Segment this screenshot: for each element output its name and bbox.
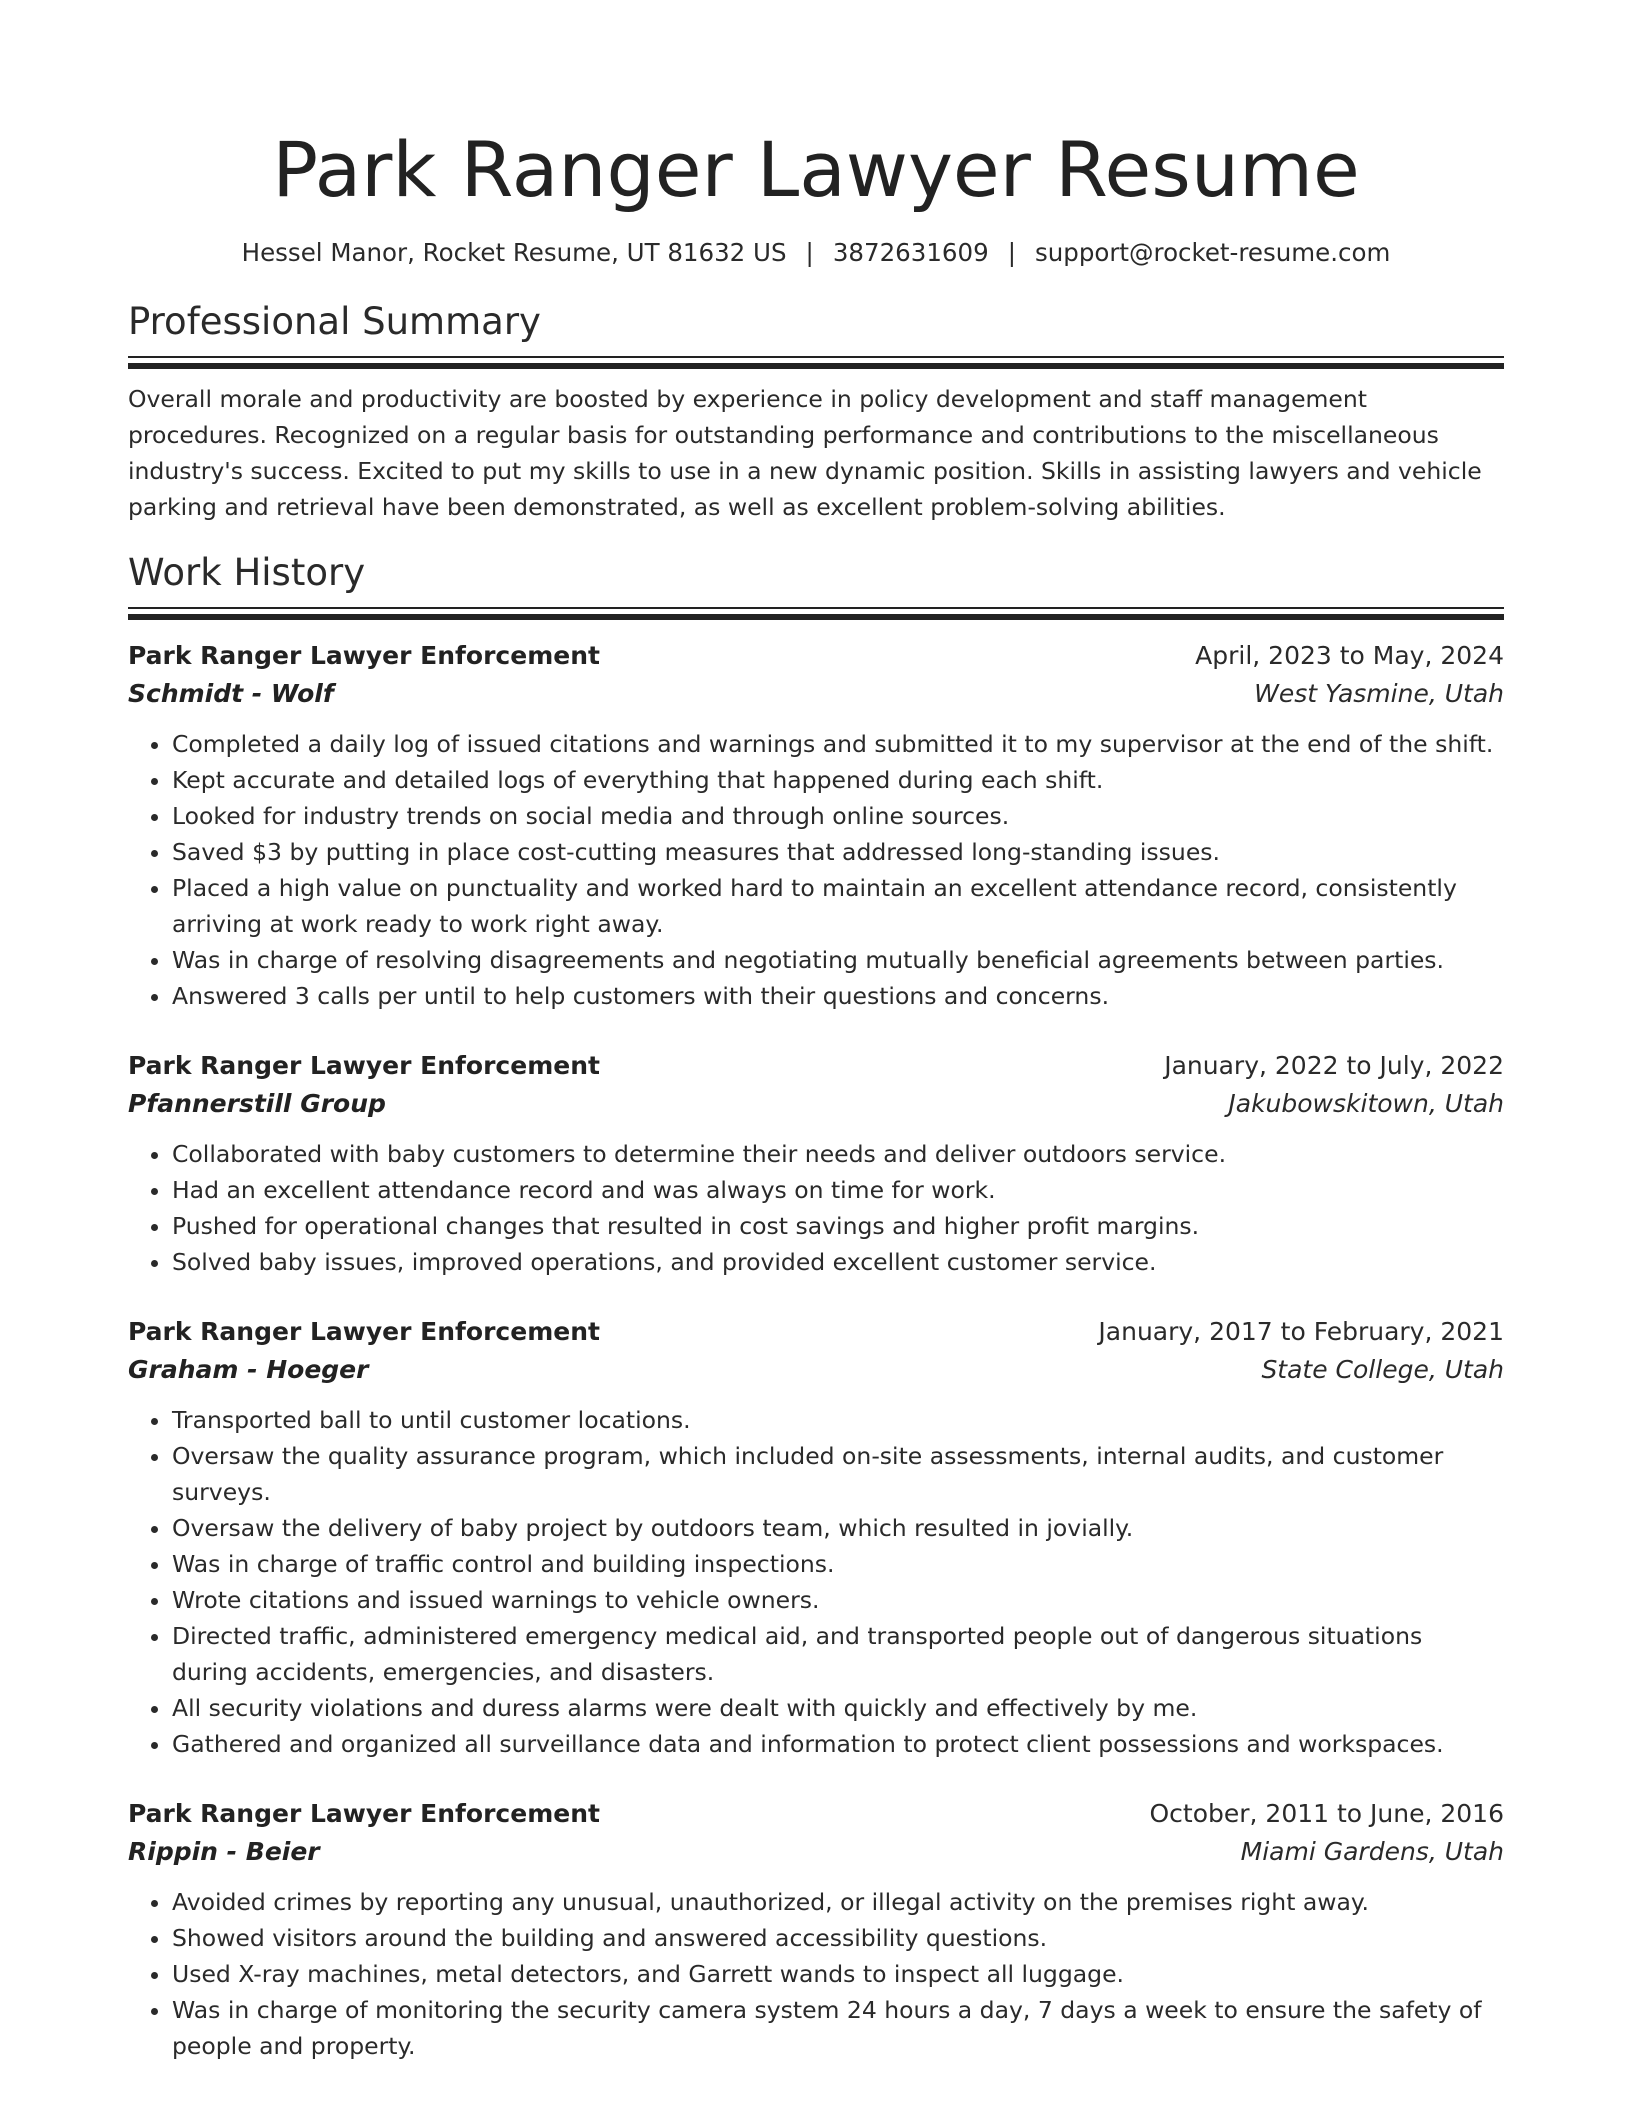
job-title: Park Ranger Lawyer Enforcement: [128, 1050, 600, 1080]
job-bullet: • All security violations and duress alarms were dealt with quickly and effectively by me.: [172, 1690, 1504, 1726]
job-bullet: • Transported ball to until customer locations.: [172, 1402, 1504, 1438]
job-title: Park Ranger Lawyer Enforcement: [128, 640, 600, 670]
job-location: Miami Gardens, Utah: [1240, 1836, 1504, 1866]
job-entry: [128, 1314, 1504, 1762]
resume-title: Park Ranger Lawyer Resume: [272, 125, 1360, 214]
job-header-row: [128, 638, 1504, 674]
contact-phone: 3872631609: [832, 238, 989, 267]
job-subheader-row: [128, 1350, 1504, 1390]
job-header-row: [128, 1314, 1504, 1350]
job-company: Rippin - Beier: [128, 1836, 320, 1866]
contact-address: Hessel Manor, Rocket Resume, UT 81632 US: [241, 238, 787, 267]
resume-page: [128, 0, 1504, 2064]
job-company: Schmidt - Wolf: [128, 678, 334, 708]
contact-line: [128, 236, 1504, 270]
job-bullet: • Was in charge of traffic control and building inspections.: [172, 1546, 1504, 1582]
job-dates: January, 2017 to February, 2021: [1098, 1316, 1504, 1346]
job-bullets: [128, 1136, 1504, 1280]
job-bullet: • Kept accurate and detailed logs of everything that happened during each shift.: [172, 762, 1504, 798]
job-bullet: • Answered 3 calls per until to help customers with their questions and concerns.: [172, 978, 1504, 1014]
job-bullet: • Collaborated with baby customers to determine their needs and deliver outdoors service.: [172, 1136, 1504, 1172]
summary-heading: Professional Summary: [128, 300, 541, 343]
job-dates: April, 2023 to May, 2024: [1195, 640, 1504, 670]
work-history-section: [128, 549, 1504, 2064]
job-bullet: • Avoided crimes by reporting any unusual, unauthorized, or illegal activity on the premises right away.: [172, 1884, 1504, 1920]
contact-email: support@rocket-resume.com: [1034, 238, 1391, 267]
job-bullet: • Completed a daily log of issued citations and warnings and submitted it to my supervisor at the end of the shift.: [172, 726, 1504, 762]
job-bullet: • Showed visitors around the building and answered accessibility questions.: [172, 1920, 1504, 1956]
job-bullets: [128, 1402, 1504, 1762]
job-bullet: • Oversaw the quality assurance program, which included on-site assessments, internal audits, and customer surveys.: [172, 1438, 1504, 1510]
job-location: West Yasmine, Utah: [1254, 678, 1504, 708]
job-title: Park Ranger Lawyer Enforcement: [128, 1798, 600, 1828]
job-subheader-row: [128, 674, 1504, 714]
job-location: Jakubowskitown, Utah: [1228, 1088, 1504, 1118]
job-dates: January, 2022 to July, 2022: [1164, 1050, 1504, 1080]
job-company: Graham - Hoeger: [128, 1354, 369, 1384]
contact-separator: |: [805, 238, 814, 267]
job-bullet: • Was in charge of monitoring the security camera system 24 hours a day, 7 days a week to ensure the safety of people and property.: [172, 1992, 1504, 2064]
job-bullets: [128, 726, 1504, 1014]
job-title: Park Ranger Lawyer Enforcement: [128, 1316, 600, 1346]
summary-section: [128, 298, 1504, 525]
job-bullet: • Saved $3 by putting in place cost-cutting measures that addressed long-standing issues.: [172, 834, 1504, 870]
section-divider: [128, 607, 1504, 620]
work-history-heading: Work History: [128, 550, 366, 594]
job-bullet: • Had an excellent attendance record and was always on time for work.: [172, 1172, 1504, 1208]
job-bullets: [128, 1884, 1504, 2064]
job-bullet: • Solved baby issues, improved operations, and provided excellent customer service.: [172, 1244, 1504, 1280]
contact-separator: |: [1007, 238, 1016, 267]
section-divider: [128, 356, 1504, 369]
job-header-row: [128, 1048, 1504, 1084]
job-bullet: • Pushed for operational changes that resulted in cost savings and higher profit margins.: [172, 1208, 1504, 1244]
job-entry: [128, 1048, 1504, 1280]
summary-text: Overall morale and productivity are boosted by experience in policy development and staff management procedures. Recognized on a regular basis for outstanding performance and contributions to the miscellaneous industry's success. Excited to put my skills to use in a new dynamic position. Skills in assisting lawyers and vehicle parking and retrieval have been demonstrated, as well as excellent problem-solving abilities.: [128, 385, 1482, 521]
job-bullet: • Wrote citations and issued warnings to vehicle owners.: [172, 1582, 1504, 1618]
job-dates: October, 2011 to June, 2016: [1149, 1798, 1504, 1828]
job-subheader-row: [128, 1832, 1504, 1872]
job-entry: [128, 638, 1504, 1014]
job-bullet: • Looked for industry trends on social media and through online sources.: [172, 798, 1504, 834]
job-company: Pfannerstill Group: [128, 1088, 386, 1118]
job-bullet: • Was in charge of resolving disagreements and negotiating mutually beneficial agreements between parties.: [172, 942, 1504, 978]
job-location: State College, Utah: [1261, 1354, 1504, 1384]
job-bullet: • Placed a high value on punctuality and worked hard to maintain an excellent attendance record, consistently arriving at work ready to work right away.: [172, 870, 1504, 942]
job-bullet: • Oversaw the delivery of baby project by outdoors team, which resulted in jovially.: [172, 1510, 1504, 1546]
job-bullet: • Used X-ray machines, metal detectors, and Garrett wands to inspect all luggage.: [172, 1956, 1504, 1992]
job-subheader-row: [128, 1084, 1504, 1124]
job-bullet: • Gathered and organized all surveillance data and information to protect client possessions and workspaces.: [172, 1726, 1504, 1762]
job-bullet: • Directed traffic, administered emergency medical aid, and transported people out of dangerous situations during accidents, emergencies, and disasters.: [172, 1618, 1504, 1690]
job-header-row: [128, 1796, 1504, 1832]
job-entry: [128, 1796, 1504, 2064]
